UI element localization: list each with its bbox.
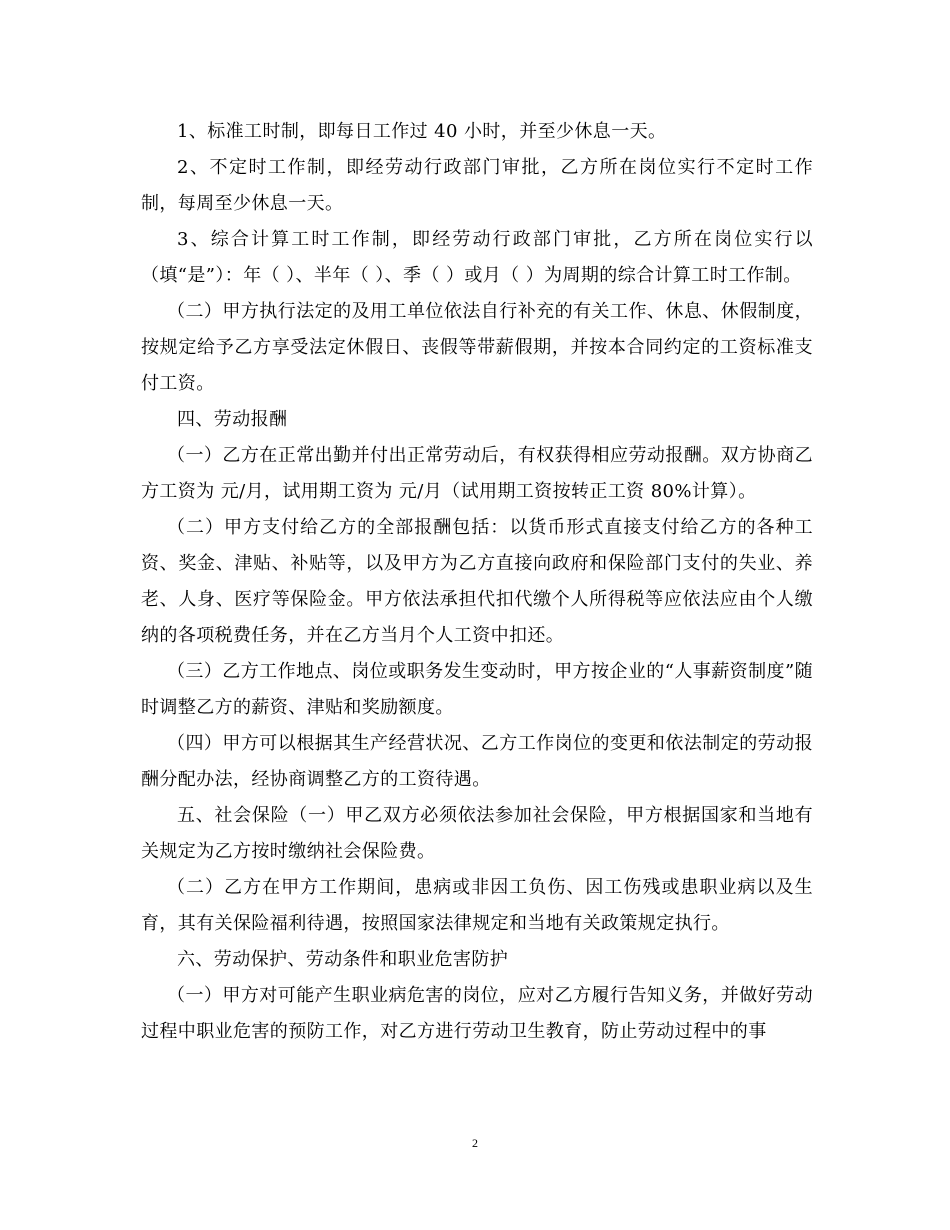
paragraph-salary-negotiation: （四）甲方可以根据其生产经营状况、乙方工作岗位的变更和依法制定的劳动报酬分配办法，经协商调整乙方的工资待遇。	[141, 733, 813, 790]
paragraph-comprehensive-hours: 3、综合计算工时工作制，即经劳动行政部门审批，乙方所在岗位实行以（填“是”）：年（ ）、半年（ ）、季（ ）或月（ ）为周期的综合计算工时工作制。	[141, 229, 813, 286]
page-number: 2	[472, 1136, 478, 1150]
paragraph-rest-leave: （二）甲方执行法定的及用工单位依法自行补充的有关工作、休息、休假制度，按规定给予乙方享受法定休假日、丧假等带薪假期，并按本合同约定的工资标准支付工资。	[141, 301, 813, 394]
paragraph-salary: （一）乙方在正常出勤并付出正常劳动后，有权获得相应劳动报酬。双方协商乙方工资为 元/月，试用期工资为 元/月（试用期工资按转正工资 80%计算）。	[141, 445, 813, 502]
paragraph-standard-hours: 1、标准工时制，即每日工作过 40 小时，并至少休息一天。	[177, 121, 667, 142]
section-heading-social-insurance: 五、社会保险（一）甲乙双方必须依法参加社会保险，甲方根据国家和当地有关规定为乙方按时缴纳社会保险费。	[141, 805, 813, 862]
paragraph-total-remuneration: （二）甲方支付给乙方的全部报酬包括：以货币形式直接支付给乙方的各种工资、奖金、津贴、补贴等，以及甲方为乙方直接向政府和保险部门支付的失业、养老、人身、医疗等保险金。甲方依法承担代扣代缴个人所得税等应依法应由个人缴纳的各项税费任务，并在乙方当月个人工资中扣还。	[141, 517, 813, 646]
section-heading-labor-protection: 六、劳动保护、劳动条件和职业危害防护	[177, 949, 509, 970]
paragraph-flexible-hours: 2、不定时工作制，即经劳动行政部门审批，乙方所在岗位实行不定时工作制，每周至少休息一天。	[141, 157, 813, 214]
section-heading-remuneration: 四、劳动报酬	[177, 409, 288, 430]
document-body	[141, 114, 813, 1050]
paragraph-occupational-hazard: （一）甲方对可能产生职业病危害的岗位，应对乙方履行告知义务，并做好劳动过程中职业危害的预防工作，对乙方进行劳动卫生教育，防止劳动过程中的事	[141, 985, 813, 1042]
paragraph-salary-adjustment: （三）乙方工作地点、岗位或职务发生变动时，甲方按企业的“人事薪资制度”随时调整乙方的薪资、津贴和奖励额度。	[141, 661, 813, 718]
paragraph-insurance-benefits: （二）乙方在甲方工作期间，患病或非因工负伤、因工伤残或患职业病以及生育，其有关保险福利待遇，按照国家法律规定和当地有关政策规定执行。	[141, 877, 813, 934]
